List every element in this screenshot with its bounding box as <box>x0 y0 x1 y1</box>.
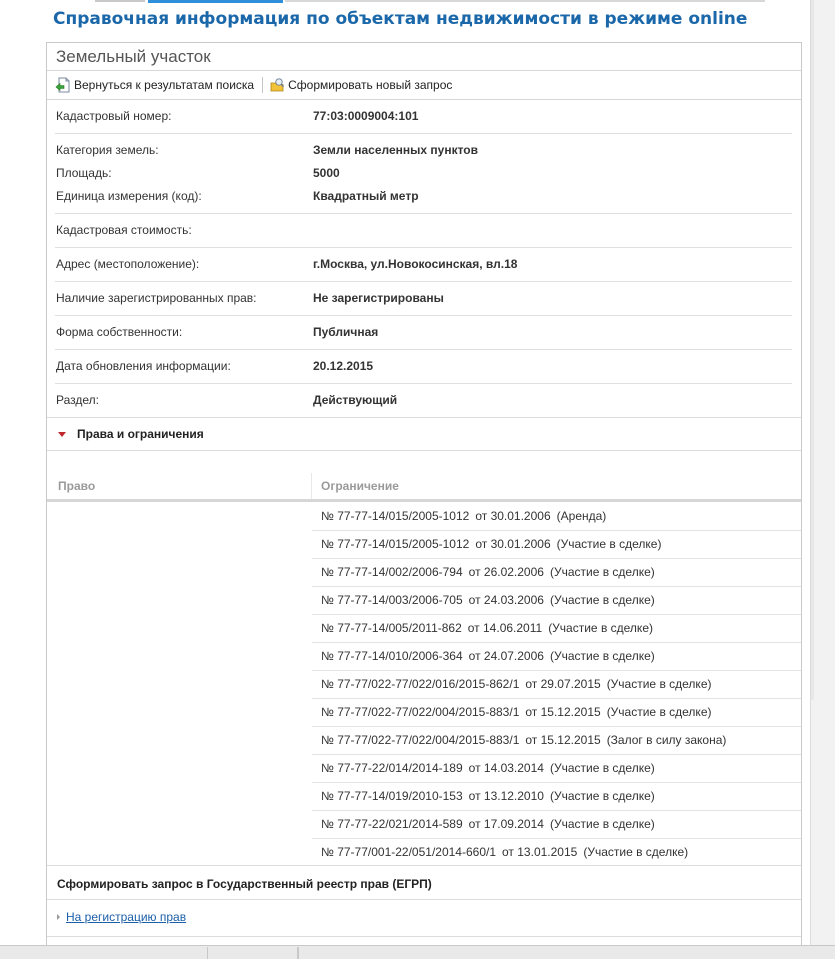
divider <box>55 213 792 214</box>
column-header-right: Право <box>58 479 96 493</box>
divider <box>55 315 792 316</box>
back-to-results-label: Вернуться к результатам поиска <box>74 78 255 92</box>
row-divider <box>312 614 801 615</box>
divider <box>47 417 801 418</box>
divider <box>47 899 801 900</box>
status-cell <box>0 947 208 959</box>
restriction-row <box>321 677 711 691</box>
restriction-number: № 77-77/022-77/022/004/2015-883/1 <box>321 705 520 719</box>
restriction-date: от 17.09.2014 <box>468 817 544 831</box>
area-label: Площадь: <box>56 166 112 180</box>
row-divider <box>312 586 801 587</box>
row-divider <box>312 698 801 699</box>
divider <box>47 70 801 71</box>
column-header-restriction: Ограничение <box>321 479 399 493</box>
divider <box>47 936 801 937</box>
restriction-date: от 26.02.2006 <box>468 565 544 579</box>
restriction-number: № 77-77-22/014/2014-189 <box>321 761 463 775</box>
cadastral-cost-label: Кадастровая стоимость: <box>56 223 192 237</box>
new-request-label: Сформировать новый запрос <box>288 78 453 92</box>
divider <box>55 133 792 134</box>
restriction-row <box>321 537 661 551</box>
restriction-number: № 77-77-14/015/2005-1012 <box>321 537 470 551</box>
new-request-button[interactable] <box>269 77 458 93</box>
address-label: Адрес (местоположение): <box>56 257 200 271</box>
restriction-number: № 77-77/001-22/051/2014-660/1 <box>321 845 497 859</box>
panel-title: Земельный участок <box>56 47 211 66</box>
divider <box>55 349 792 350</box>
restriction-date: от 30.01.2006 <box>475 509 551 523</box>
unit-value: Квадратный метр <box>313 189 419 203</box>
row-divider <box>312 530 801 531</box>
restriction-type: (Аренда) <box>556 509 607 523</box>
land-category-value: Земли населенных пунктов <box>313 143 479 157</box>
divider <box>55 281 792 282</box>
land-plot-panel <box>46 42 802 945</box>
restriction-row <box>321 649 655 663</box>
divider <box>47 865 801 866</box>
restriction-row <box>321 565 655 579</box>
ownership-form-value: Публичная <box>313 325 379 339</box>
restriction-number: № 77-77-14/019/2010-153 <box>321 789 463 803</box>
restriction-number: № 77-77-14/003/2006-705 <box>321 593 463 607</box>
update-date-value: 20.12.2015 <box>313 359 374 373</box>
restriction-type: (Участие в сделке) <box>549 649 655 663</box>
restriction-number: № 77-77-14/015/2005-1012 <box>321 509 470 523</box>
address-value: г.Москва, ул.Новокосинская, вл.18 <box>313 257 518 271</box>
egrp-request-title: Сформировать запрос в Государственный реестр прав (ЕГРП) <box>57 877 432 891</box>
rights-section-title: Права и ограничения <box>77 427 204 441</box>
column-divider <box>311 473 312 501</box>
tab-fragment <box>285 0 765 2</box>
restriction-date: от 30.01.2006 <box>475 537 551 551</box>
restriction-type: (Участие в сделке) <box>549 817 655 831</box>
status-cell <box>208 947 298 959</box>
restriction-date: от 13.12.2010 <box>468 789 544 803</box>
new-request-icon <box>269 77 285 93</box>
unit-label: Единица измерения (код): <box>56 189 202 203</box>
restriction-type: (Участие в сделке) <box>548 621 653 635</box>
restriction-type: (Участие в сделке) <box>549 789 655 803</box>
restriction-number: № 77-77/022-77/022/004/2015-883/1 <box>321 733 520 747</box>
restriction-row <box>321 789 655 803</box>
restriction-date: от 29.07.2015 <box>525 677 601 691</box>
cadastral-number-value: 77:03:0009004:101 <box>313 109 419 123</box>
restriction-type: (Участие в сделке) <box>549 593 655 607</box>
row-divider <box>312 670 801 671</box>
restriction-number: № 77-77/022-77/022/016/2015-862/1 <box>321 677 520 691</box>
restriction-number: № 77-77-22/021/2014-589 <box>321 817 463 831</box>
restriction-type: (Участие в сделке) <box>606 705 712 719</box>
row-divider <box>312 782 801 783</box>
active-tab-fragment[interactable] <box>148 0 283 3</box>
link-arrow-icon <box>57 914 60 920</box>
restriction-number: № 77-77-14/002/2006-794 <box>321 565 463 579</box>
restriction-row <box>321 509 606 523</box>
restriction-row <box>321 705 711 719</box>
row-divider <box>312 838 801 839</box>
status-cell <box>298 947 299 959</box>
table-header-line <box>47 499 801 502</box>
restriction-type: (Участие в сделке) <box>549 761 655 775</box>
expand-arrow-icon <box>58 432 66 437</box>
tab-fragment <box>95 0 145 2</box>
restriction-date: от 24.03.2006 <box>468 593 544 607</box>
row-divider <box>312 726 801 727</box>
toolbar <box>55 74 458 96</box>
section-value: Действующий <box>313 393 398 407</box>
scrollbar-track <box>811 0 814 700</box>
restriction-row <box>321 593 655 607</box>
cadastral-number-label: Кадастровый номер: <box>56 109 172 123</box>
ownership-form-label: Форма собственности: <box>56 325 183 339</box>
restriction-row <box>321 733 726 747</box>
restriction-date: от 14.06.2011 <box>467 621 543 635</box>
land-category-label: Категория земель: <box>56 143 159 157</box>
restriction-date: от 15.12.2015 <box>525 733 601 747</box>
restriction-date: от 24.07.2006 <box>468 649 544 663</box>
restriction-type: (Участие в сделке) <box>549 565 655 579</box>
restriction-type: (Участие в сделке) <box>583 845 689 859</box>
restriction-type: (Участие в сделке) <box>556 537 662 551</box>
update-date-label: Дата обновления информации: <box>56 359 231 373</box>
registered-rights-label: Наличие зарегистрированных прав: <box>56 291 257 305</box>
row-divider <box>312 810 801 811</box>
back-document-icon <box>55 77 71 93</box>
row-divider <box>312 558 801 559</box>
registration-link[interactable] <box>57 910 186 924</box>
restriction-row <box>321 761 655 775</box>
section-label: Раздел: <box>56 393 99 407</box>
status-bar <box>0 945 835 959</box>
restriction-type: (Участие в сделке) <box>606 677 712 691</box>
divider <box>55 383 792 384</box>
restriction-number: № 77-77-14/005/2011-862 <box>321 621 462 635</box>
restriction-date: от 15.12.2015 <box>525 705 601 719</box>
restriction-row <box>321 817 655 831</box>
restriction-row <box>321 621 653 635</box>
area-value: 5000 <box>313 166 340 180</box>
restriction-type: (Залог в силу закона) <box>606 733 727 747</box>
registration-link-label[interactable]: На регистрацию прав <box>66 910 187 924</box>
rights-section-toggle[interactable] <box>58 427 204 441</box>
divider <box>47 450 801 451</box>
restriction-row <box>321 845 688 859</box>
restriction-date: от 13.01.2015 <box>502 845 578 859</box>
browser-tab-strip <box>0 0 835 3</box>
restriction-date: от 14.03.2014 <box>468 761 544 775</box>
divider <box>55 247 792 248</box>
scrollbar[interactable] <box>810 0 835 945</box>
page-heading: Справочная информация по объектам недвижимости в режиме online <box>53 9 748 29</box>
back-to-results-button[interactable] <box>55 77 260 93</box>
divider <box>47 99 801 100</box>
row-divider <box>312 754 801 755</box>
toolbar-separator <box>262 77 263 93</box>
restriction-number: № 77-77-14/010/2006-364 <box>321 649 463 663</box>
registered-rights-value: Не зарегистрированы <box>313 291 444 305</box>
row-divider <box>312 642 801 643</box>
